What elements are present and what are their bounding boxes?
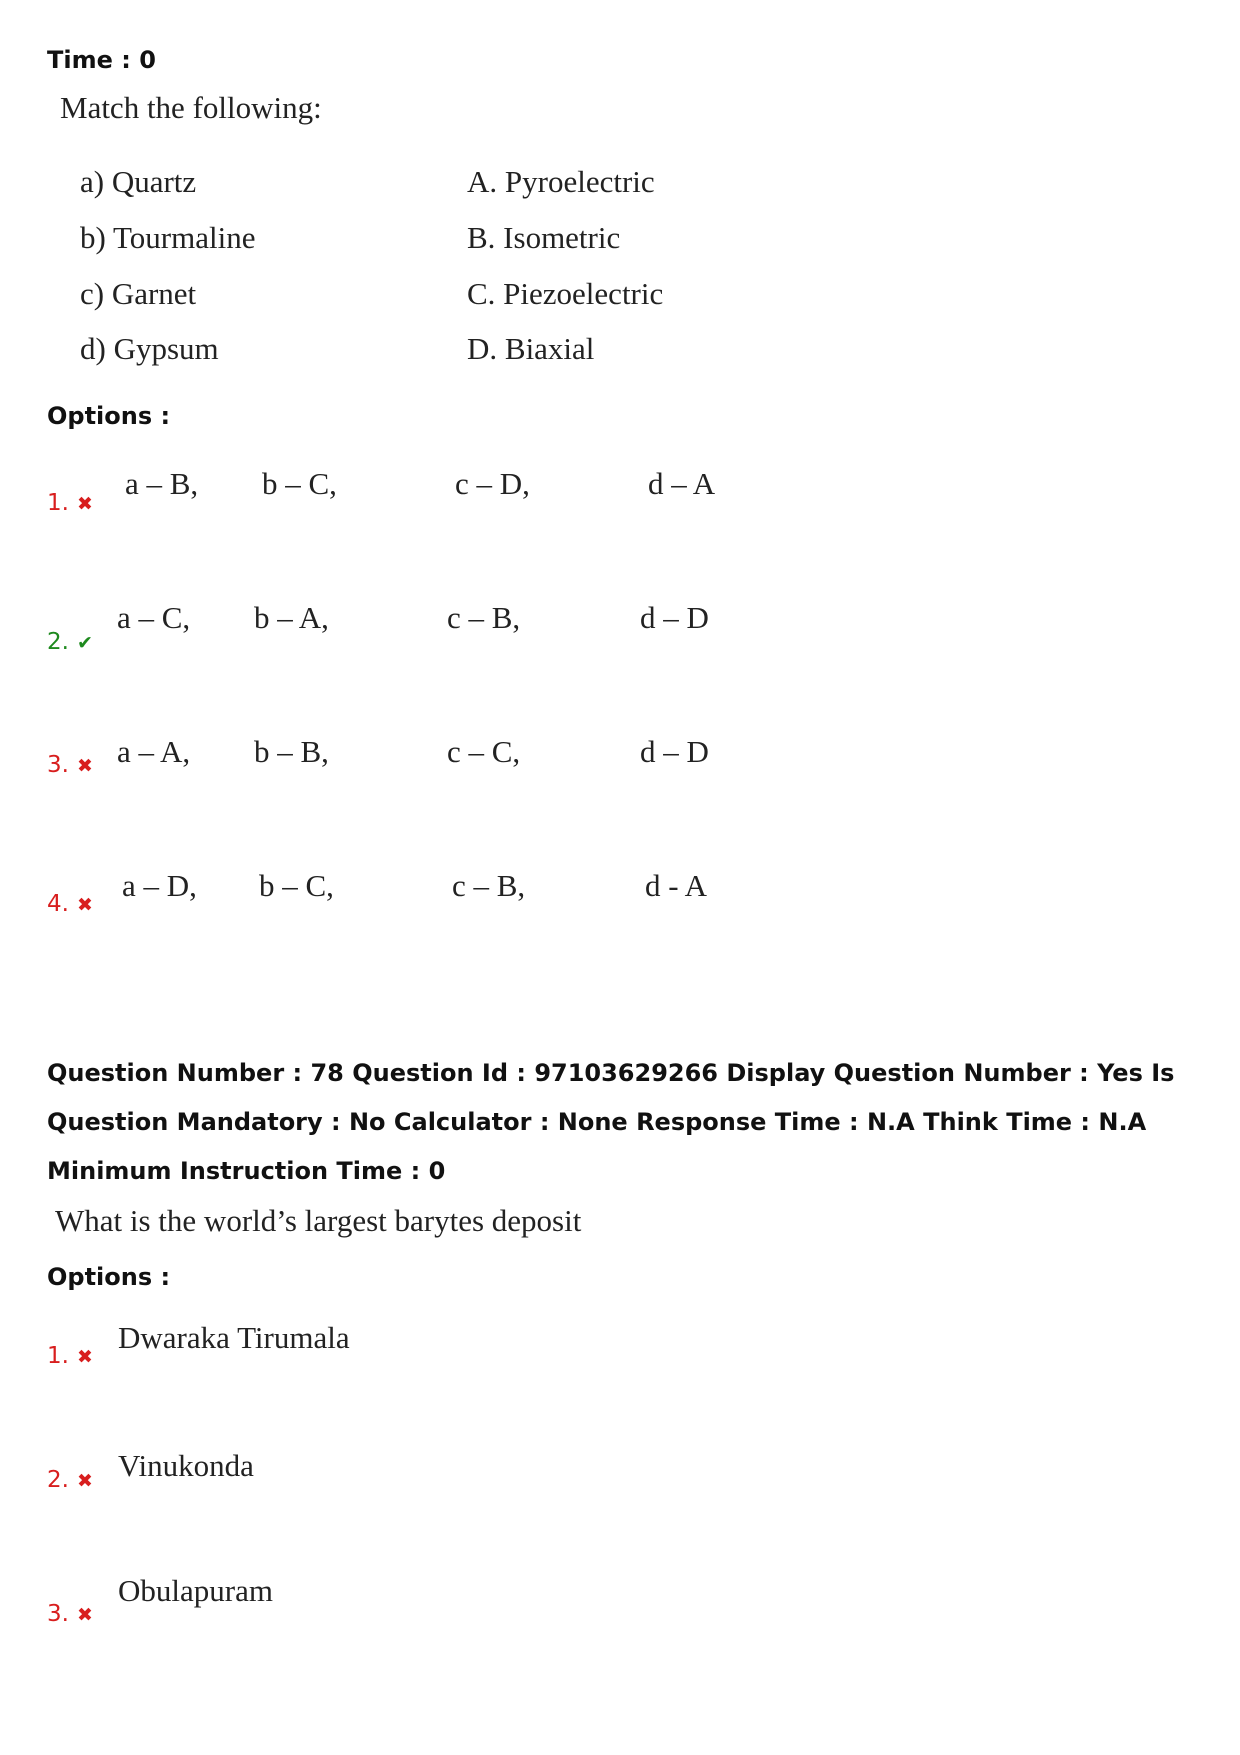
match-right-item: C. Piezoelectric: [467, 276, 664, 311]
option-1-number: [47, 490, 93, 516]
options-label: Options :: [47, 402, 171, 430]
match-left-item: b) Tourmaline: [80, 220, 256, 255]
question-meta: Question Number : 78 Question Id : 97103629266 Display Question Number : Yes Is Question Mandatory : No Calculator : None Response Time : N.A Think Time : N.A Minimum Instruction Time : 0: [47, 1059, 1175, 1185]
match-left-item: c) Garnet: [80, 276, 197, 311]
option-3-number: [47, 752, 93, 778]
option-1-part: c – D,: [455, 466, 530, 501]
option-number: 2.: [47, 1467, 69, 1493]
option-3-part: d – D: [640, 734, 709, 769]
match-right-item: D. Biaxial: [467, 331, 595, 366]
option-3-part: a – A,: [117, 734, 191, 769]
option-4-part: a – D,: [122, 868, 197, 903]
option-number: 3.: [47, 752, 69, 778]
match-left-item: a) Quartz: [80, 164, 197, 199]
option-number: 1.: [47, 1343, 69, 1369]
question-text: Match the following:: [60, 90, 322, 125]
option-2-text: Vinukonda: [118, 1448, 254, 1483]
option-1-part: d – A: [648, 466, 716, 501]
option-3-text: Obulapuram: [118, 1573, 273, 1608]
question-text: What is the world’s largest barytes deposit: [55, 1203, 582, 1238]
option-1-number: [47, 1343, 93, 1369]
match-left-item: d) Gypsum: [80, 331, 219, 366]
option-1-text: Dwaraka Tirumala: [118, 1320, 350, 1355]
wrong-mark-icon: ✖: [76, 493, 93, 515]
option-4-part: c – B,: [452, 868, 526, 903]
option-3-part: c – C,: [447, 734, 521, 769]
option-3-number: [47, 1601, 93, 1627]
option-2-part: b – A,: [254, 600, 329, 635]
check-mark-icon: ✔: [76, 632, 93, 654]
wrong-mark-icon: ✖: [76, 894, 93, 916]
option-2-part: d – D: [640, 600, 709, 635]
option-1-part: b – C,: [262, 466, 337, 501]
option-1-part: a – B,: [125, 466, 199, 501]
option-4-part: d - A: [645, 868, 707, 903]
option-number: 4.: [47, 891, 69, 917]
option-4-part: b – C,: [259, 868, 334, 903]
option-2-part: c – B,: [447, 600, 521, 635]
option-2-number: [47, 629, 93, 655]
match-right-item: A. Pyroelectric: [467, 164, 655, 199]
option-number: 2.: [47, 629, 69, 655]
match-right-item: B. Isometric: [467, 220, 621, 255]
option-2-part: a – C,: [117, 600, 191, 635]
option-3-part: b – B,: [254, 734, 329, 769]
option-2-number: [47, 1467, 93, 1493]
wrong-mark-icon: ✖: [76, 1470, 93, 1492]
options-label: Options :: [47, 1263, 171, 1291]
time-label: Time : 0: [47, 46, 156, 74]
option-4-number: [47, 891, 93, 917]
wrong-mark-icon: ✖: [76, 1346, 93, 1368]
wrong-mark-icon: ✖: [76, 1604, 93, 1626]
option-number: 3.: [47, 1601, 69, 1627]
option-number: 1.: [47, 490, 69, 516]
wrong-mark-icon: ✖: [76, 755, 93, 777]
